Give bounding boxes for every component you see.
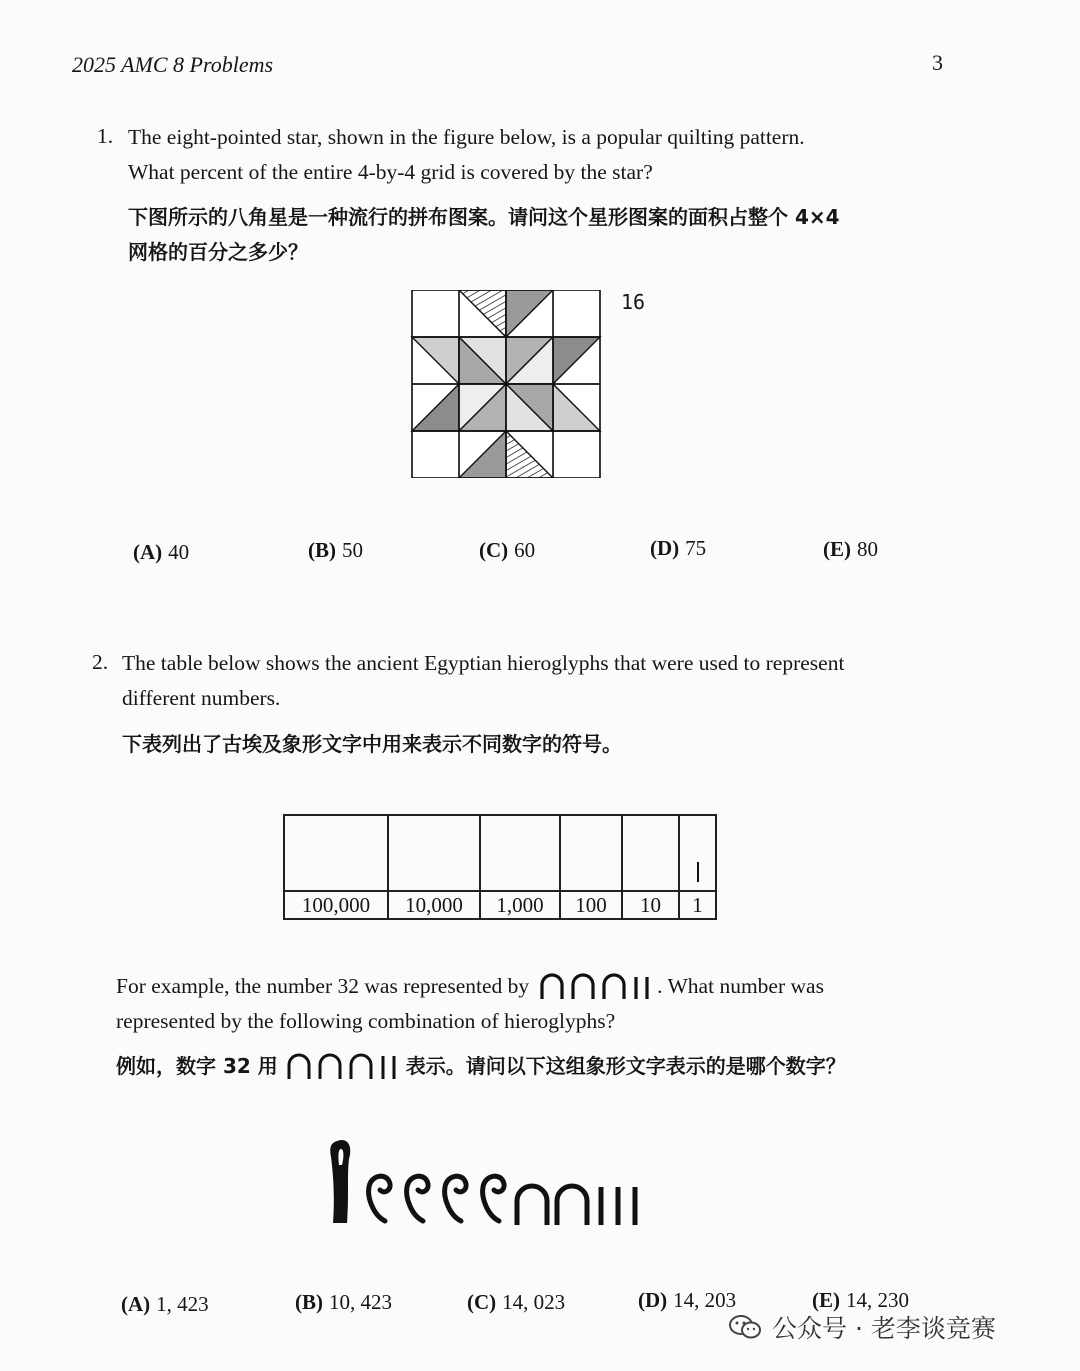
page-header-title: 2025 AMC 8 Problems (72, 52, 274, 77)
choice-letter: (E) (823, 537, 851, 561)
choice-letter: (E) (812, 1288, 840, 1312)
choice-value: 1, 423 (156, 1292, 209, 1316)
choice-letter: (D) (650, 536, 680, 560)
q2-text-zh-1: 下表列出了古埃及象形文字中用来表示不同数字的符号。 (122, 732, 622, 756)
q1-number: 1. (97, 124, 114, 148)
q1-choice-e (823, 537, 878, 562)
table-value-cell: 100 (560, 891, 622, 919)
choice-value: 40 (168, 540, 190, 564)
q1-choice-c (479, 538, 535, 563)
table-value-cell: 1,000 (480, 891, 560, 919)
watermark-text: 公众号 · 老李谈竞赛 (772, 1314, 996, 1343)
example-text-pre: For example, the number 32 was represented by (116, 974, 530, 998)
choice-letter: (A) (121, 1292, 151, 1316)
choice-letter: (B) (295, 1290, 323, 1314)
choice-value: 80 (857, 537, 878, 561)
q2-choice-d (638, 1288, 736, 1313)
choice-value: 75 (685, 536, 707, 560)
glyph-cell-1000 (480, 815, 560, 891)
q2-text-en-1: The table below shows the ancient Egyptian hieroglyphs that were used to represent (122, 651, 845, 675)
example-zh-pre: 例如，数字 32 用 (116, 1054, 278, 1078)
q2-example-zh-line (116, 1049, 846, 1083)
glyph-cell-10 (622, 815, 679, 891)
q1-choice-a (133, 540, 189, 565)
watermark (728, 1309, 996, 1345)
table-value-cell: 10 (622, 891, 679, 919)
table-value-cell: 1 (679, 891, 716, 919)
q1-text-en-1: The eight-pointed star, shown in the figure below, is a popular quilting pattern. (128, 125, 805, 149)
choice-letter: (D) (638, 1288, 668, 1312)
example-text-post: . What number was (657, 974, 824, 998)
hieroglyph-one-stroke-icon (693, 860, 703, 884)
q2-number: 2. (92, 650, 109, 674)
hieroglyph-32-example-icon (539, 971, 657, 1001)
choice-letter: (C) (479, 538, 509, 562)
glyph-cell-100000 (284, 815, 388, 891)
table-value-cell: 100,000 (284, 891, 388, 919)
q1-text-zh-2: 网格的百分之多少？ (128, 240, 308, 264)
glyph-cell-10000 (388, 815, 480, 891)
wechat-icon (728, 1314, 762, 1340)
choice-letter: (B) (308, 538, 336, 562)
choice-letter: (C) (467, 1290, 497, 1314)
choice-letter: (A) (133, 540, 163, 564)
choice-value: 14, 230 (846, 1288, 909, 1312)
eight-pointed-star-figure (410, 290, 602, 478)
example-zh-post: 表示。请问以下这组象形文字表示的是哪个数字？ (405, 1054, 846, 1078)
q1-text-en-2: What percent of the entire 4-by-4 grid is covered by the star? (128, 160, 653, 184)
q2-choice-a (121, 1292, 209, 1317)
handwritten-note: 16 (621, 290, 646, 314)
q2-choice-b (295, 1290, 392, 1315)
glyph-cell-1 (679, 815, 716, 891)
q2-example-en-line2: represented by the following combination of hieroglyphs? (116, 1009, 616, 1033)
q1-text-zh-1: 下图所示的八角星是一种流行的拼布图案。请问这个星形图案的面积占整个 4×4 (128, 205, 840, 229)
hieroglyph-combination-figure (325, 1135, 665, 1230)
hieroglyph-table (283, 814, 717, 920)
choice-value: 14, 203 (673, 1288, 737, 1312)
q1-choice-d (650, 536, 706, 561)
q2-example-en-line1 (116, 969, 824, 1003)
choice-value: 50 (342, 538, 363, 562)
choice-value: 10, 423 (329, 1290, 392, 1314)
glyph-cell-100 (560, 815, 622, 891)
page-number: 3 (932, 50, 943, 75)
hieroglyph-32-example-zh-icon (286, 1052, 402, 1080)
choice-value: 14, 023 (502, 1290, 566, 1314)
choice-value: 60 (514, 538, 536, 562)
q2-text-en-2: different numbers. (122, 686, 281, 710)
q1-choice-b (308, 538, 363, 563)
table-value-cell: 10,000 (388, 891, 480, 919)
q2-choice-c (467, 1290, 565, 1315)
